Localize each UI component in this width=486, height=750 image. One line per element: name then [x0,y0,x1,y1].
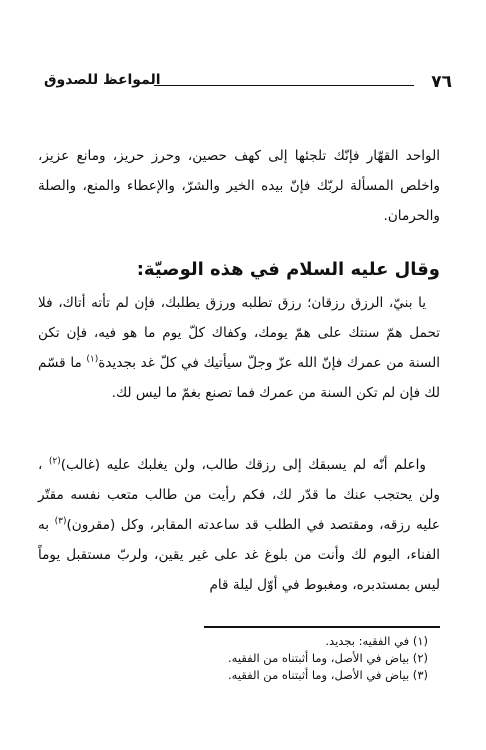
footnote-1: (١) في الفقيه: بجديد. [325,634,428,648]
footnotes [48,633,428,684]
paragraph-text-part: ، ولن يحتجب عنك ما قدّر لك، فكم رأيت من طالب متعب نفسه مقتّر عليه رزقه، ومقتصد في الطلب قد ساعدته المقابر، وكل (مقرون) [38,457,440,533]
footnote-ref-1[interactable]: (١) [86,354,99,365]
paragraph-continuation [38,141,440,231]
footnote-ref-3[interactable]: (٣) [54,516,67,527]
page-header [44,66,452,96]
section-heading [38,256,440,284]
paragraph-talib [38,450,440,600]
running-title: المواعظ للصدوق [44,72,161,88]
footnote-2: (٢) بياض في الأصل، وما أثبتناه من الفقيه. [228,651,428,665]
paragraph-text-part: واعلم أنّه لم يسبقك إلى رزقك طالب، ولن يغلبك عليه (غالب) [60,457,426,473]
paragraph-text-part: ما قسّم لك فإن لم تكن السنة من عمرك فما تصنع بغمّ ما ليس لك. [38,355,440,401]
paragraph-text [38,450,440,600]
paragraph-rizq [38,288,440,408]
paragraph-text-part: يا بنيّ، الرزق رزقان؛ رزق تطلبه ورزق يطلبك، فإن لم تأته أتاك، فلا تحمل همّ سنتك على همّ يومك، وكفاك كلّ يوم ما هو فيه، فإن تكن السنة من عمرك فإنّ الله عزّ وجلّ سيأتيك في كلّ غد بجديدة [38,295,440,371]
paragraph-text: الواحد القهّار فإنّك تلجئها إلى كهف حصين، وحرز حريز، ومانع عزيز، واخلص المسألة لربّك فإنّ بيده الخير والشرّ، والإعطاء والمنع، والصلة والحرمان. [38,148,440,224]
footnote-3: (٣) بياض في الأصل، وما أثبتناه من الفقيه. [228,668,428,682]
heading-text: وقال عليه السلام في هذه الوصيّة: [136,259,440,280]
paragraph-text [38,288,440,408]
page-number: ٧٦ [431,72,452,92]
header-divider [154,85,414,86]
footnote-ref-2[interactable]: (٢) [48,456,61,467]
paragraph-text-part: به الفناء، اليوم لك وأنت من بلوغ غد على غير يقين، ولربّ مستقبل يوماً ليس بمستدبره، ومغبوط في أوّل ليلة قام [38,517,440,593]
footnote-divider [204,626,440,628]
